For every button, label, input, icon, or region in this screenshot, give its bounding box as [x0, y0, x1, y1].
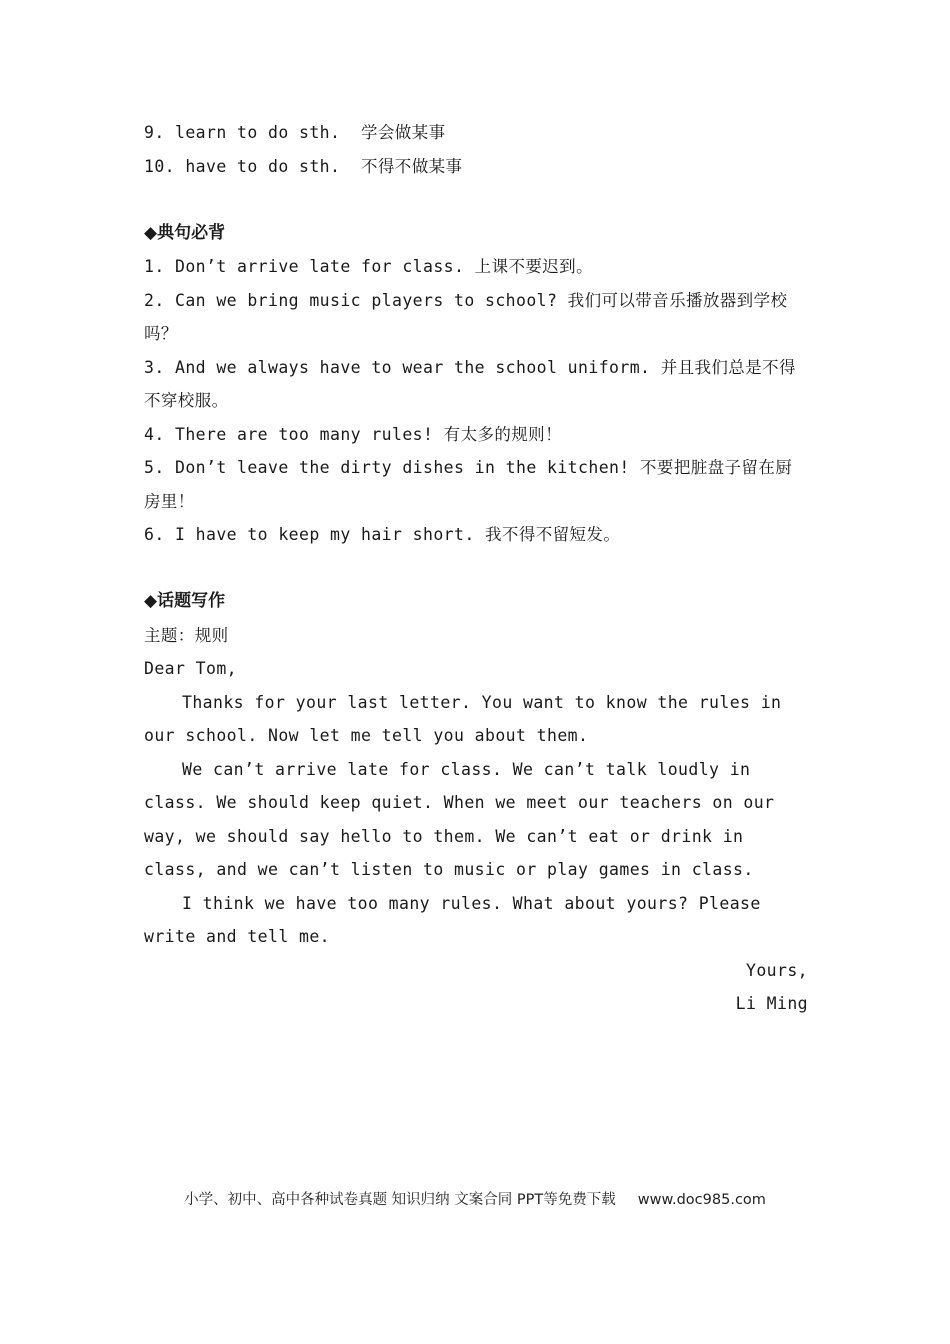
section-spacer	[144, 552, 808, 586]
sentences-heading: ◆典句必背	[144, 222, 226, 243]
sentence-item-6: 6. I have to keep my hair short. 我不得不留短发。	[144, 525, 621, 544]
section-spacer	[144, 183, 808, 217]
letter-closing: Yours,	[745, 960, 808, 980]
footer-text: 小学、初中、高中各种试卷真题 知识归纳 文案合同 PPT等免费下载	[184, 1192, 616, 1208]
letter-paragraph-1: Thanks for your last letter. You want to know the rules in our school. Now let me tell you about them.	[144, 692, 792, 745]
phrase-item-10: 10. have to do sth. 不得不做某事	[144, 156, 463, 176]
sentence-item-1: 1. Don’t arrive late for class. 上课不要迟到。	[144, 257, 593, 276]
phrase-item-9: 9. learn to do sth. 学会做某事	[144, 123, 446, 142]
sentence-item-4: 4. There are too many rules! 有太多的规则！	[144, 424, 562, 444]
document-body	[144, 116, 808, 1021]
footer-url[interactable]: www.doc985.com	[637, 1192, 766, 1208]
writing-heading: ◆话题写作	[144, 591, 226, 611]
letter-paragraph-3: I think we have too many rules. What about yours? Please write and tell me.	[144, 893, 772, 946]
sentence-item-2: 2. Can we bring music players to school? 我们可以带音乐播放器到学校吗？	[144, 290, 788, 343]
sentence-item-5: 5. Don’t leave the dirty dishes in the kitchen! 不要把脏盘子留在厨房里！	[144, 458, 793, 511]
letter-greeting: Dear Tom,	[144, 659, 238, 678]
sentence-item-3: 3. And we always have to wear the school uniform. 并且我们总是不得不穿校服。	[144, 357, 796, 410]
writing-topic: 主题：规则	[144, 625, 229, 645]
page-footer	[0, 1188, 950, 1209]
letter-paragraph-2: We can’t arrive late for class. We can’t talk loudly in class. We should keep quiet. When we meet our teachers on our way, we should say hello to them. We can’t eat or drink in class, and we can’t listen to music or play games in class.	[144, 759, 785, 879]
letter-signature: Li Ming	[735, 994, 808, 1013]
